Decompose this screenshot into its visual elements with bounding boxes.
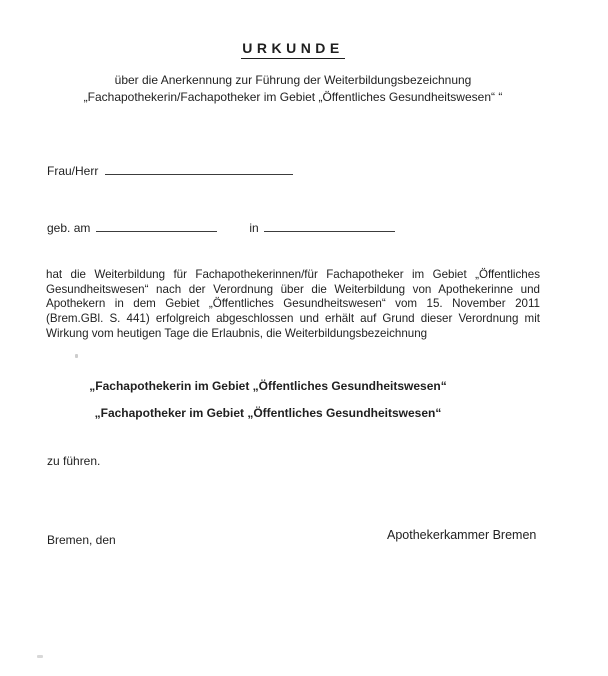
name-field-row [47, 162, 293, 178]
document-content [46, 0, 540, 676]
body-paragraph-line: Wirkung vom heutigen Tage die Erlaubnis, die Weiterbildungsbezeichnung [46, 326, 428, 340]
birthdate-blank-line [96, 219, 217, 232]
name-field-label: Frau/Herr [47, 164, 99, 178]
birth-field-row [47, 219, 395, 235]
scan-artifact [75, 354, 78, 358]
document-title: URKUNDE [241, 40, 345, 59]
body-paragraph-line: Apothekern in dem Gebiet „Öffentliches Gesundheitswesen“ vom 15. November 2011 [46, 297, 540, 311]
body-paragraph-line: hat die Weiterbildung für Fachapothekerinnen/für Fachapotheker im Gebiet „Öffentliches [46, 268, 540, 281]
signature-place-date: Bremen, den [47, 533, 116, 547]
designation-line-fachapothekerin: „Fachapothekerin im Gebiet „Öffentliches Gesundheitswesen“ [89, 379, 447, 393]
signature-authority: Apothekerkammer Bremen [387, 528, 537, 542]
document-subtitle [46, 72, 540, 105]
body-paragraph [46, 268, 540, 342]
birthplace-blank-line [264, 219, 395, 232]
body-paragraph-line: (Brem.GBl. S. 441) erfolgreich abgeschlossen und erhält auf Grund dieser Verordnung mit [46, 312, 540, 326]
birthplace-field-label: in [249, 221, 259, 235]
birthdate-field-label: geb. am [47, 221, 91, 235]
document-title-wrap [46, 40, 540, 59]
subtitle-line-1: über die Anerkennung zur Führung der Weiterbildungsbezeichnung [114, 73, 472, 87]
name-blank-line [105, 162, 293, 175]
body-paragraph-line: Gesundheitswesen“ nach der Verordnung über die Weiterbildung von Apothekerinne und [46, 282, 540, 296]
closing-text: zu führen. [47, 454, 101, 468]
subtitle-line-2: „Fachapothekerin/Fachapotheker im Gebiet „Öffentliches Gesundheitswesen“ “ [83, 89, 503, 104]
designation-line-fachapotheker: „Fachapotheker im Gebiet „Öffentliches Gesundheitswesen“ [94, 406, 442, 420]
scan-artifact [37, 655, 43, 658]
